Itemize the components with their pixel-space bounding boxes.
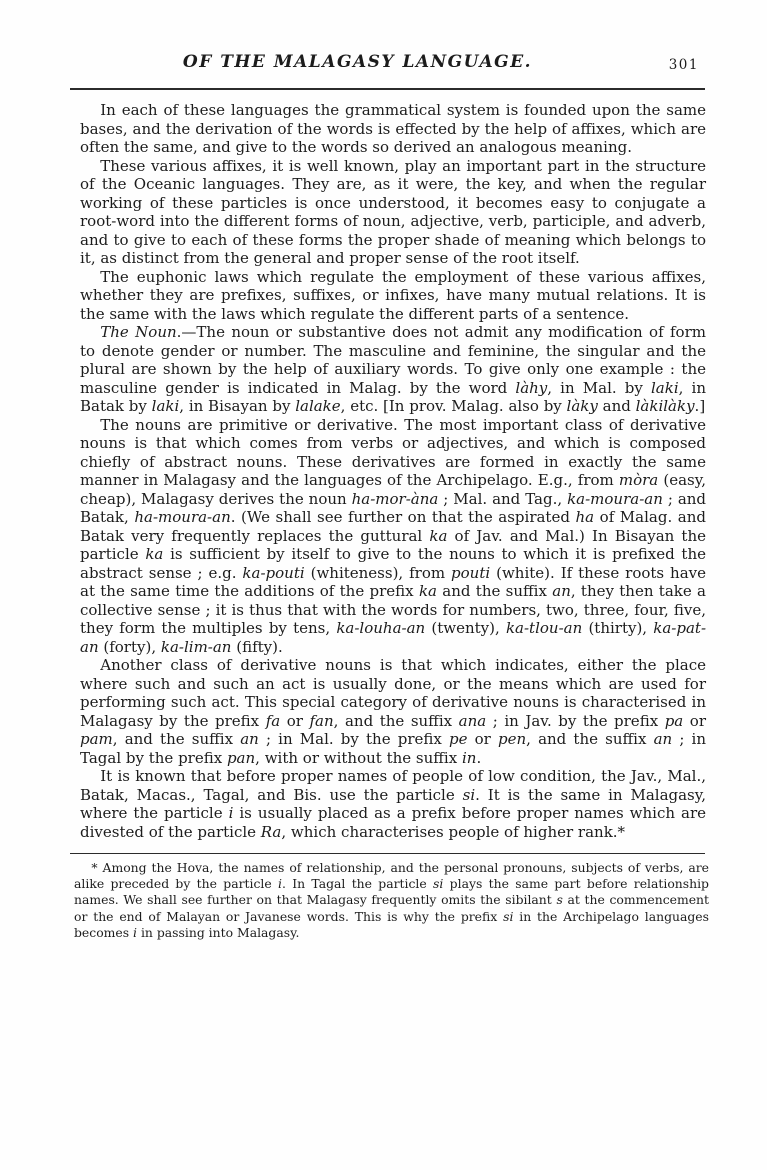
paragraph-5-derivative-nouns: The nouns are primitive or derivative. The most important class of derivative nouns is that which comes from verbs or adjectives, and which is composed chiefly of abstract nouns. These derivatives are formed in exactly the same manner in Malagasy and the languages of the Archipelago. E.g., from mòra (easy, cheap), Malagasy derives the noun ha-mor-àna ; Mal. and Tag., ka-moura-an ; and Batak, ha-moura-an. (We shall see further on that the aspirated ha of Malag. and Batak very frequently replaces the guttural ka of Jav. and Mal.) In Bisayan the particle ka is sufficient by itself to give to the nouns to which it is prefixed the abstract sense ; e.g. ka-pouti (whiteness), from pouti (white). If these roots have at the same time the additions of the prefix ka and the suffix an, they then take a collective sense ; it is thus that with the words for numbers, two, three, four, five, they form the multiples by tens, ka-louha-an (twenty), ka-tlou-an (thirty), ka-pat-an (forty), ka-lim-an (fifty). xyxy=(80,415,707,656)
footnote-rule xyxy=(70,853,705,854)
page-header xyxy=(70,0,705,90)
paragraph-1: In each of these languages the grammatical system is founded upon the same bases, and the derivation of the words is effected by the help of affixes, which are often the same, and give to the words so derived an analogous meaning. xyxy=(80,101,706,156)
page-body xyxy=(80,101,706,841)
running-title: OF THE MALAGASY LANGUAGE. xyxy=(182,52,533,72)
paragraph-6-place-nouns: Another class of derivative nouns is that which indicates, either the place where such and such an act is usually done, or the means which are used for performing such act. This special category of derivative nouns is characterised in Malagasy by the prefix fa or fan, and the suffix ana ; in Jav. by the prefix pa or pam, and the suffix an ; in Mal. by the prefix pe or pen, and the suffix an ; in Tagal by the prefix pan, with or without the suffix in. xyxy=(80,656,707,767)
paragraph-4-the-noun: The Noun.—The noun or substantive does not admit any modification of form to denote gender or number. The masculine and feminine, the singular and the plural are shown by the help of auxiliary words. To give only one example : the masculine gender is indicated in Malag. by the word làhy, in Mal. by laki, in Batak by laki, in Bisayan by lalake, etc. [In prov. Malag. also by làky and làkilàky.] xyxy=(80,323,706,415)
paragraph-2: These various affixes, it is well known, play an important part in the structure of the Oceanic languages. They are, as it were, the key, and when the regular working of these particles is once understood, it becomes easy to conjugate a root-word into the different forms of noun, adjective, verb, participle, and adverb, and to give to each of these forms the proper shade of meaning which belongs to it, as distinct from the general and proper sense of the root itself. xyxy=(80,156,706,267)
paragraph-7-particle-si: It is known that before proper names of people of low condition, the Jav., Mal., Batak, Macas., Tagal, and Bis. use the particle si. It is the same in Malagasy, where the particle i is usually placed as a prefix before proper names which are divested of the particle Ra, which characterises people of higher rank.* xyxy=(80,767,706,841)
paragraph-3: The euphonic laws which regulate the employment of these various affixes, whether they are prefixes, suffixes, or infixes, have many mutual relations. It is the same with the laws which regulate the different parts of a sentence. xyxy=(80,267,706,323)
footnote: * Among the Hova, the names of relationship, and the personal pronouns, subjects of verbs, are alike preceded by the particle i. In Tagal the particle si plays the same part before relationship names. We shall see further on that Malagasy frequently omits the sibilant s at the commencement or the end of Malayan or Javanese words. This is why the prefix si in the Archipelago languages becomes i in passing into Malagasy. xyxy=(74,860,710,940)
page-number: 301 xyxy=(668,57,699,73)
